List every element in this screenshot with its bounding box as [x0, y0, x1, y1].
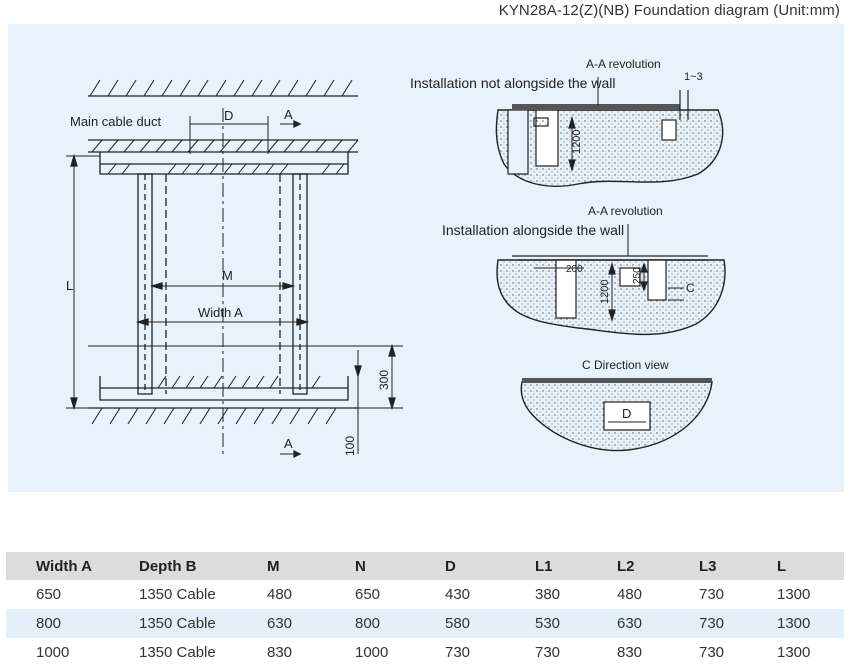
col-header-l2: L2	[587, 552, 669, 580]
table-cell: 730	[445, 644, 471, 661]
section3-label-d: D	[622, 406, 632, 421]
panel-base-1	[512, 104, 680, 110]
table-cell: 730	[669, 609, 747, 638]
section1-dim-1200: 1200	[571, 129, 583, 154]
col-header-m: M	[237, 552, 325, 580]
col-header-depth-b: Depth B	[111, 552, 237, 580]
plan-label-d: D	[224, 108, 234, 123]
table-cell: 650	[355, 586, 381, 603]
plan-label-l: L	[66, 278, 74, 293]
page-title: KYN28A-12(Z)(NB) Foundation diagram (Unit:mm)	[498, 2, 840, 19]
table-row	[6, 638, 844, 667]
duct-hatch	[92, 140, 358, 152]
plan-label-a-bottom: A	[284, 436, 293, 451]
top-channel-hatch	[108, 164, 344, 174]
soil-section-1	[496, 110, 722, 186]
plan-view	[66, 80, 403, 457]
col-header-l3: L3	[669, 552, 747, 580]
section-alongside-wall	[497, 224, 725, 334]
ground-hatch-top	[90, 80, 352, 96]
table-cell: 580	[415, 609, 505, 638]
table-cell: 1000	[36, 644, 70, 661]
section1-dim-1-3: 1~3	[684, 71, 703, 83]
plan-label-width-a: Width A	[198, 305, 243, 320]
table-cell: 730	[699, 644, 725, 661]
table-cell: 800	[325, 609, 415, 638]
section2-label-c: C	[686, 281, 695, 295]
table-cell: 1300	[747, 609, 844, 638]
col-header-l1: L1	[505, 552, 587, 580]
foundation-diagram-panel	[8, 24, 844, 492]
table-cell: 480	[267, 586, 293, 603]
table-row	[6, 609, 844, 638]
table-header-row	[6, 552, 844, 580]
table-cell: 1350 Cable	[139, 644, 216, 661]
table-cell: 380	[535, 586, 561, 603]
table-cell: 1350 Cable	[111, 609, 237, 638]
section2-dim-250: 250	[632, 267, 643, 284]
table-cell: 730	[699, 586, 725, 603]
plan-dim-100: 100	[343, 435, 357, 456]
section1-heading: A-A revolution	[586, 57, 661, 71]
plan-dim-300: 300	[377, 369, 391, 390]
table-cell: 800	[6, 609, 111, 638]
plan-label-a-top: A	[284, 107, 293, 122]
col-header-width-a: Width A	[6, 552, 111, 580]
col-header-n: N	[325, 552, 415, 580]
table-cell: 730	[535, 644, 561, 661]
section3-heading: C Direction view	[582, 358, 669, 372]
col-header-l: L	[747, 552, 844, 580]
table-cell: 630	[587, 609, 669, 638]
table-row	[6, 580, 844, 609]
table-cell: 1000	[355, 644, 389, 661]
section-c-direction-view	[521, 378, 712, 451]
section-not-alongside-wall	[496, 77, 722, 186]
section2-dim-200: 200	[566, 264, 583, 275]
table-cell: 830	[617, 644, 643, 661]
section1-subtitle: Installation not alongside the wall	[410, 75, 616, 91]
table-cell: 430	[445, 586, 471, 603]
table-cell: 630	[237, 609, 325, 638]
plan-label-m: M	[222, 268, 233, 283]
table-cell: 650	[36, 586, 62, 603]
table-cell: 1300	[777, 644, 811, 661]
table-cell: 830	[267, 644, 293, 661]
spec-table	[6, 552, 844, 667]
table-cell: 480	[617, 586, 643, 603]
section2-dim-1200: 1200	[599, 279, 611, 304]
foundation-diagram	[8, 24, 844, 492]
ground-hatch-bottom	[92, 408, 336, 424]
table-cell: 530	[505, 609, 587, 638]
top-channel	[100, 152, 348, 174]
section2-heading: A-A revolution	[588, 204, 663, 218]
col-header-d: D	[415, 552, 505, 580]
table-cell: 1300	[777, 586, 811, 603]
main-cable-duct-label: Main cable duct	[70, 114, 162, 129]
table-cell: 1350 Cable	[139, 586, 216, 603]
section2-subtitle: Installation alongside the wall	[442, 222, 625, 238]
